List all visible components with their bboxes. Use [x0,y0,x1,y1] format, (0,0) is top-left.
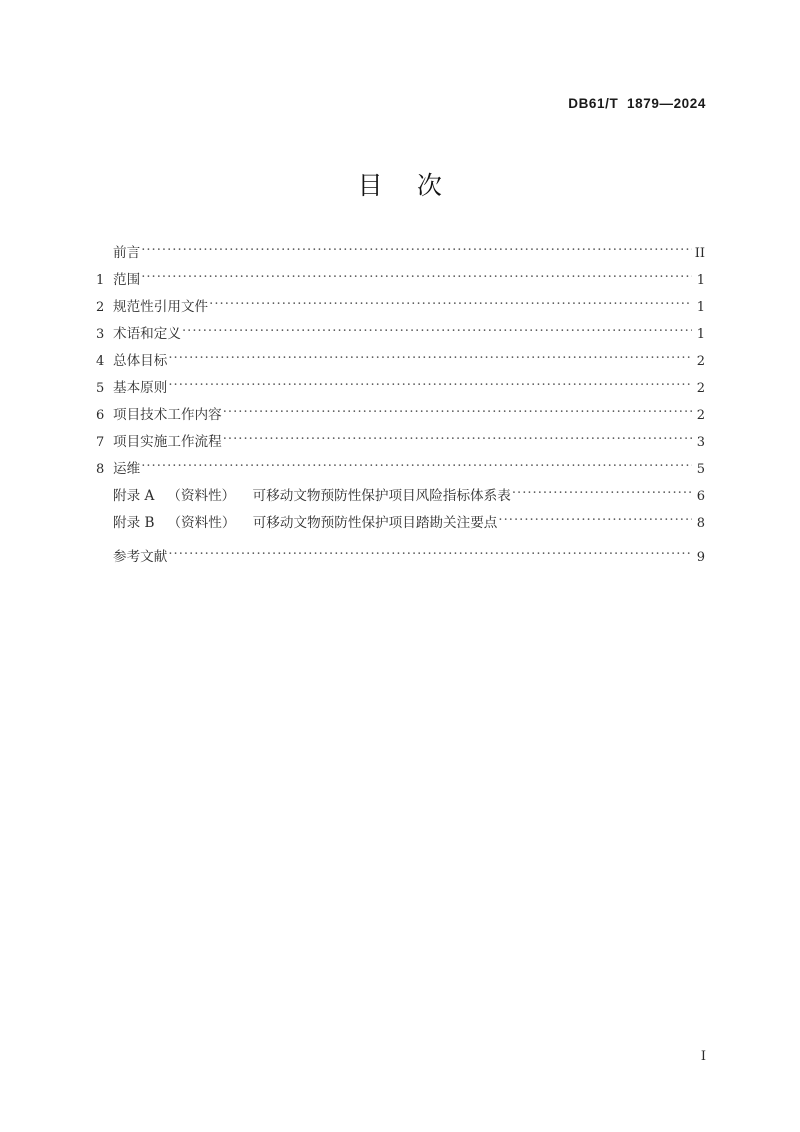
toc-entry[interactable] [96,267,705,294]
toc-dot-leader [182,324,692,338]
toc-entry-page-number: 3 [696,435,705,450]
toc-dot-leader [498,513,692,527]
toc-entry[interactable] [96,544,705,571]
toc-entry-page-number: 1 [696,273,705,288]
toc-dot-leader [223,405,692,419]
toc-entry-number: 8 [96,462,105,477]
toc-entry-label: 术语和定义 [113,326,181,342]
toc-entry-page-number: 5 [696,462,705,477]
toc-entry-label: 附录 A （资料性） 可移动文物预防性保护项目风险指标体系表 [113,488,511,504]
toc-entry[interactable] [96,402,705,429]
toc-entry-page-number: 1 [696,327,705,342]
page-title: 目 次 [357,171,443,200]
toc-entry-page-number: 1 [696,300,705,315]
toc-entry-page-number: 8 [696,516,705,531]
toc-entry-label: 总体目标 [113,353,168,369]
toc-dot-leader [168,378,692,392]
toc-entry[interactable] [96,375,705,402]
toc-entry[interactable] [96,483,705,510]
toc-entry-label: 规范性引用文件 [113,299,209,315]
toc-entry[interactable] [96,348,705,375]
toc-entry-page-number: 2 [696,381,705,396]
toc-dot-leader [141,459,692,473]
toc-entry[interactable] [96,510,705,537]
toc-dot-leader [168,547,692,561]
toc-entry-number: 3 [96,327,105,342]
toc-dot-leader [168,351,692,365]
toc-entry-page-number: II [694,246,705,261]
toc-entry[interactable] [96,294,705,321]
toc-entry-label: 附录 B （资料性） 可移动文物预防性保护项目踏勘关注要点 [113,515,498,531]
toc-dot-leader [141,243,692,257]
toc-entry-label: 项目实施工作流程 [113,434,222,450]
toc-dot-leader [209,297,692,311]
toc-dot-leader [223,432,692,446]
page-number-footer: I [700,1049,706,1064]
toc-entry-label: 参考文献 [113,549,168,565]
toc-entry-page-number: 2 [696,354,705,369]
toc-entry-page-number: 6 [696,489,705,504]
toc-entry[interactable] [96,456,705,483]
table-of-contents [96,240,705,571]
toc-entry-number: 1 [96,273,105,288]
toc-entry-label: 前言 [113,245,141,261]
toc-dot-leader [512,486,692,500]
toc-entry[interactable] [96,321,705,348]
toc-entry-label: 项目技术工作内容 [113,407,222,423]
toc-entry-number: 5 [96,381,105,396]
toc-entry[interactable] [96,240,705,267]
toc-dot-leader [141,270,692,284]
toc-entry-label: 范围 [113,272,141,288]
toc-entry-label: 基本原则 [113,380,168,396]
toc-entry-number: 4 [96,354,105,369]
toc-entry-number: 7 [96,435,105,450]
standard-code-header: DB61/T 1879—2024 [568,96,706,111]
toc-entry-number: 2 [96,300,105,315]
toc-entry-number: 6 [96,408,105,423]
toc-entry-label: 运维 [113,461,141,477]
toc-entry-page-number: 9 [696,550,705,565]
toc-entry-page-number: 2 [696,408,705,423]
toc-entry[interactable] [96,429,705,456]
